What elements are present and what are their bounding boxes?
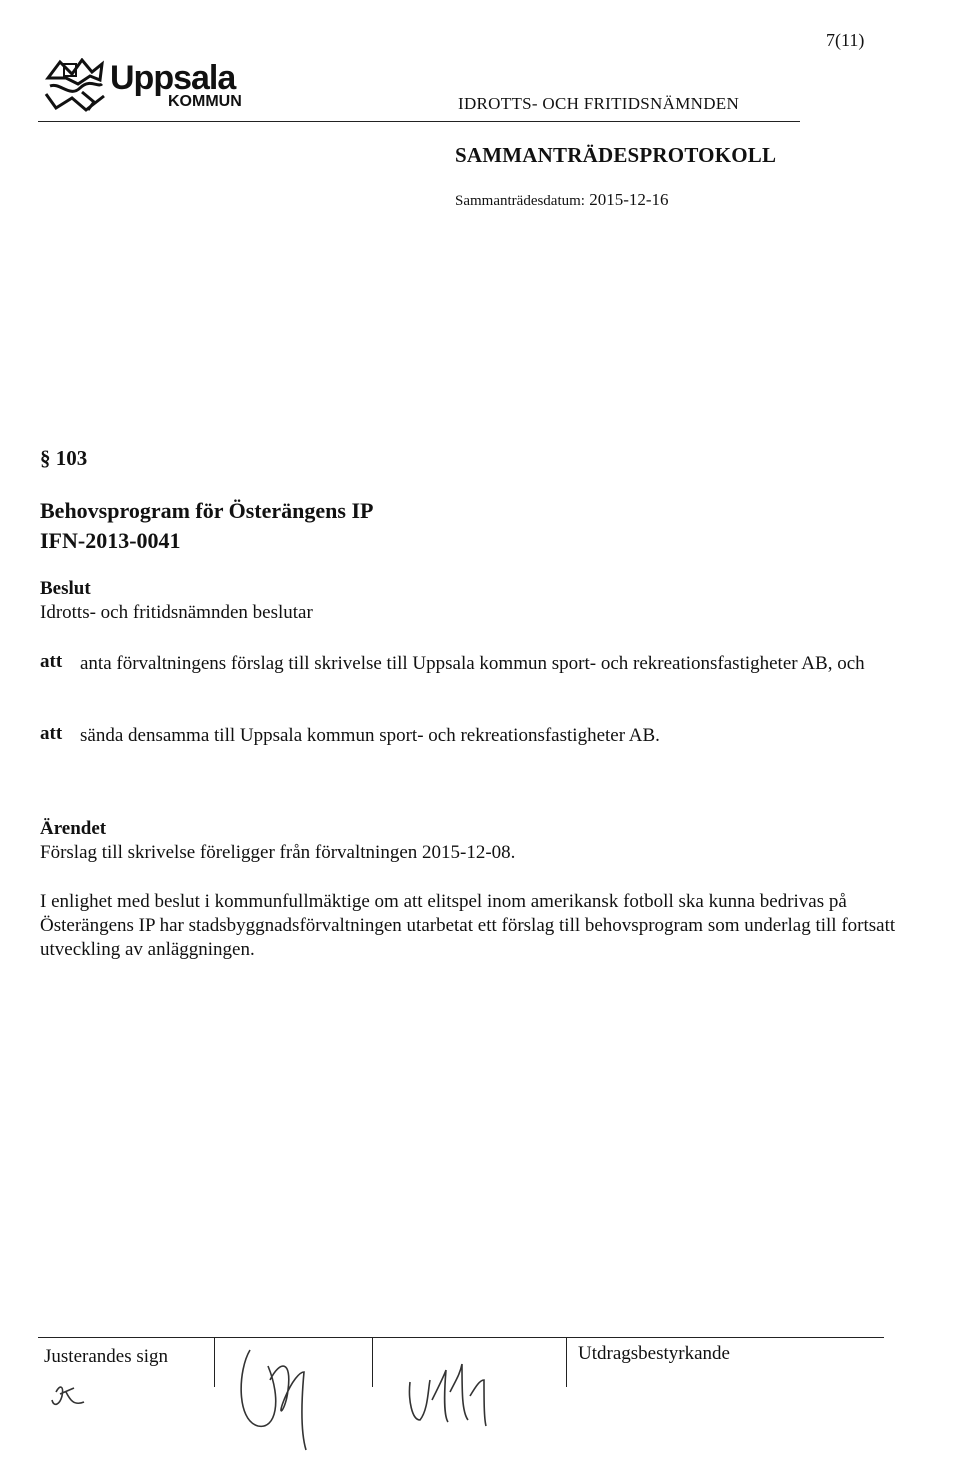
case-number: IFN-2013-0041 (40, 528, 181, 553)
decision-marker: att (40, 723, 63, 744)
extract-certification-label: Utdragsbestyrkande (578, 1343, 730, 1364)
decision-text: sända densamma till Uppsala kommun sport- och rekreationsfastigheter AB. (80, 725, 660, 746)
initials-signature-2 (241, 1350, 306, 1450)
paragraph-title: Behovsprogram för Österängens IP (40, 498, 374, 523)
matter-paragraph-1: Förslag till skrivelse föreligger från förvaltningen 2015-12-08. (40, 842, 516, 863)
decision-marker: att (40, 651, 63, 672)
paragraph-number: § 103 (40, 446, 88, 470)
decision-intro: Idrotts- och fritidsnämnden beslutar (40, 602, 313, 623)
matter-heading: Ärendet (40, 818, 107, 839)
meeting-date-value: 2015-12-16 (589, 190, 669, 209)
initials-signature-3 (409, 1364, 486, 1426)
initials-signature-1 (52, 1387, 84, 1404)
decision-heading: Beslut (40, 578, 91, 599)
page-number: 7(11) (826, 30, 865, 50)
meeting-date-label: Sammanträdesdatum: (455, 193, 585, 209)
logo-wordmark: Uppsala (110, 59, 236, 97)
document-type: SAMMANTRÄDESPROTOKOLL (455, 143, 777, 167)
organization-name: IDROTTS- OCH FRITIDSNÄMNDEN (458, 94, 740, 113)
logo-subtitle: KOMMUN (168, 93, 242, 110)
decision-text: anta förvaltningens förslag till skrivelse till Uppsala kommun sport- och rekreationsfastigheter AB, och (80, 653, 865, 674)
adjusters-sign-label: Justerandes sign (44, 1346, 169, 1367)
matter-paragraph-2: I enlighet med beslut i kommunfullmäktige om att elitspel inom amerikansk fotboll ska kunna bedrivas på Österängens IP har stadsbyggnadsförvaltningen utarbetat ett förslag till behovsprogram som underlag till fortsatt utveckling av anläggningen. (40, 891, 896, 960)
